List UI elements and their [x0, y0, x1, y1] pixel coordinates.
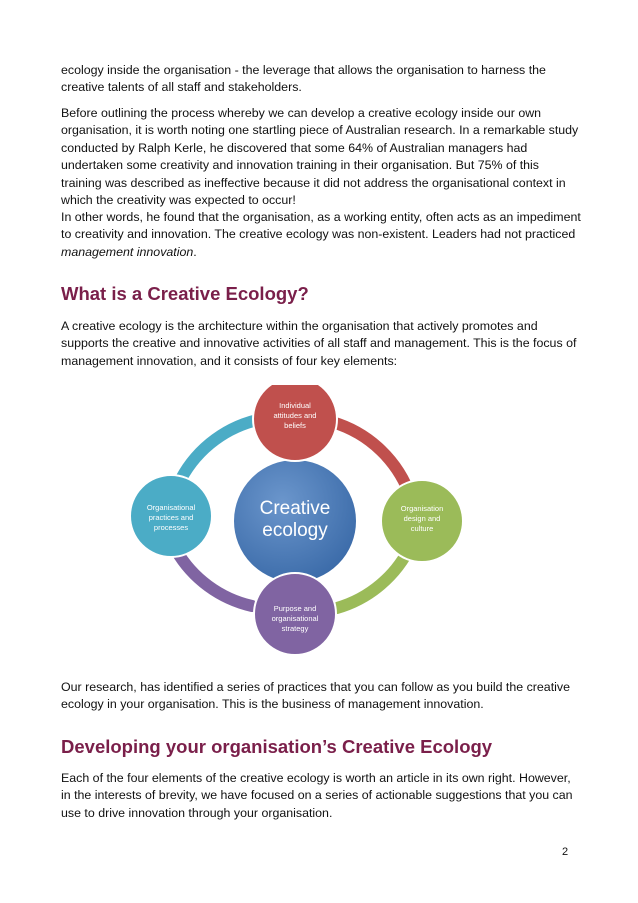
node-bottom-line2: organisational: [271, 614, 319, 623]
node-top-line1: Individual: [279, 401, 311, 410]
ring-arc-left-top: [178, 420, 257, 485]
paragraph-definition: A creative ecology is the architecture within the organisation that actively promotes and supports the creative and innovative activities of all staff and management. This is the focus of management innovation, and it consists of four key elements:: [61, 319, 577, 368]
node-top-line2: attitudes and: [273, 411, 317, 420]
node-left-line1: Organisational: [146, 503, 196, 512]
node-bottom-line3: strategy: [281, 624, 309, 633]
center-label-line2: ecology: [262, 520, 328, 541]
page-number: 2: [562, 846, 569, 858]
node-top-line3: beliefs: [284, 421, 306, 430]
paragraph-four-elements: Each of the four elements of the creative ecology is worth an article in its own right. However, in the interests of brevity, we have focused on a series of actionable suggestions that you can use to drive innovation through your organisation.: [61, 771, 573, 820]
paragraph-impediment: [61, 209, 581, 261]
node-left-line3: processes: [153, 523, 189, 532]
creative-ecology-diagram: [115, 385, 475, 655]
node-right-line3: culture: [410, 524, 434, 533]
ring-arc-bottom-left: [176, 550, 252, 606]
heading-what-is-creative-ecology: What is a Creative Ecology?: [61, 283, 309, 304]
heading-developing-creative-ecology: Developing your organisation’s Creative Ecology: [61, 736, 493, 757]
paragraph-research-practices: Our research, has identified a series of practices that you can follow as you build the creative ecology in your organisation. This is the business of management innovation.: [61, 680, 570, 712]
node-bottom-line1: Purpose and: [273, 604, 317, 613]
paragraph-research: Before outlining the process whereby we can develop a creative ecology inside our own organisation, it is worth noting one startling piece of Australian research. In a remarkable study conducted by Ralph Kerle, he discovered that some 64% of Australian managers had undertaken some creativity and innovation training in their organisation. But 75% of this training was described as ineffective because it did not address the organisational context in which the creativity was expected to occur!: [61, 106, 579, 208]
paragraph-impediment-text: In other words, he found that the organisation, as a working entity, often acts as an impediment to creativity and innovation. The creative ecology was non-existent. Leaders had not practiced: [61, 210, 581, 242]
paragraph-impediment-end: .: [193, 244, 197, 259]
emphasis-management-innovation: management innovation: [61, 244, 194, 259]
center-label-line1: Creative: [259, 498, 331, 519]
node-left-line2: practices and: [148, 513, 194, 522]
paragraph-intro-continuation: ecology inside the organisation - the leverage that allows the organisation to harness the creative talents of all staff and stakeholders.: [61, 63, 546, 95]
node-right-line1: Organisation: [400, 504, 444, 513]
node-right-line2: design and: [403, 514, 441, 523]
